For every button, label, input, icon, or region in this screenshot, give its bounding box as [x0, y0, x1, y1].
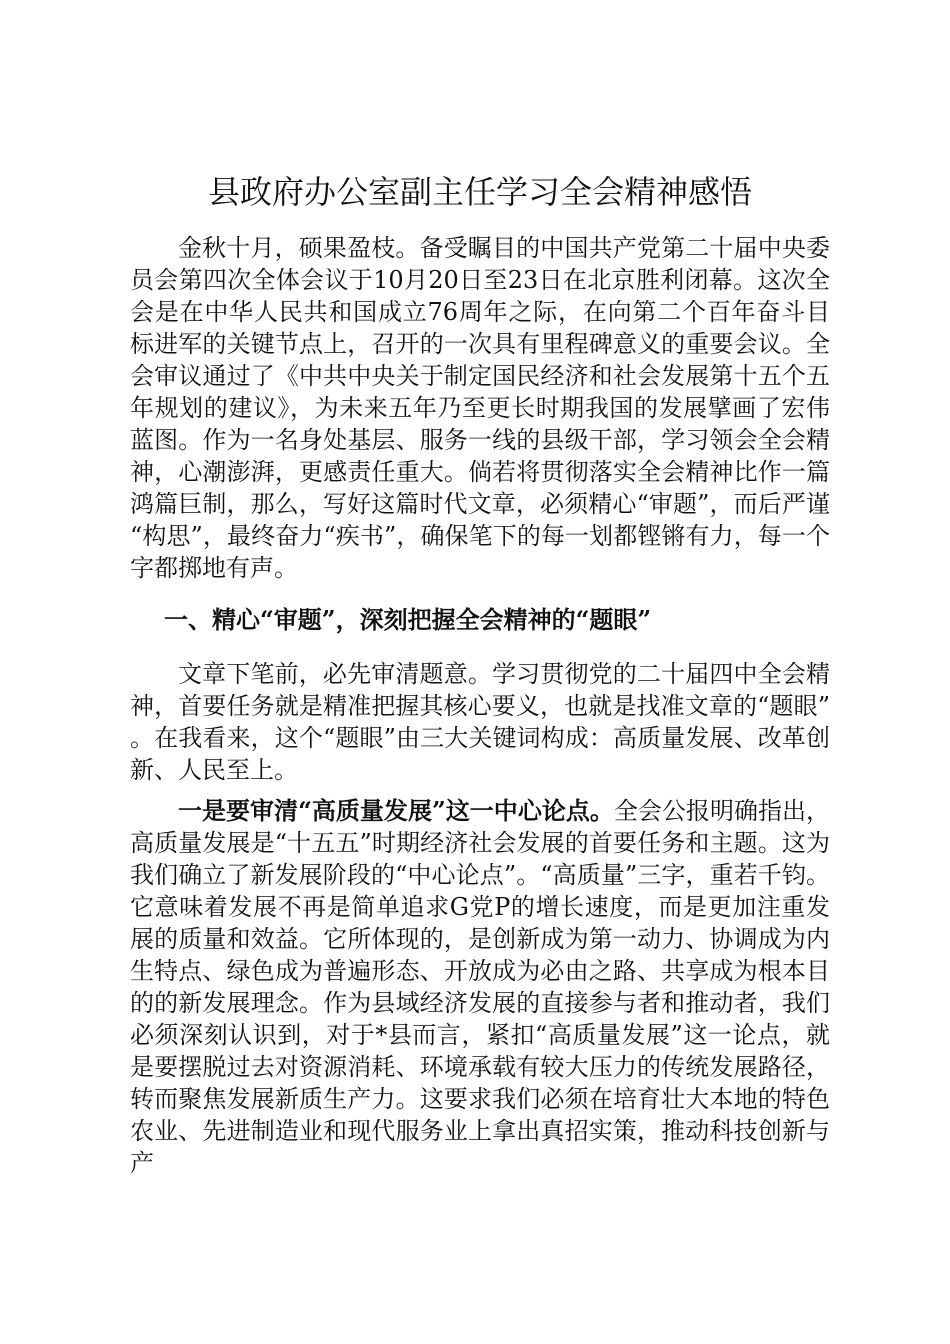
intro-paragraph: 金秋十月，硕果盈枝。备受瞩目的中国共产党第二十届中央委员会第四次全体会议于10月20日至23日在北京胜利闭幕。这次全会是在中华人民共和国成立76周年之际，在向第二个百年奋斗目标进军的关键节点上，召开的一次具有里程碑意义的重要会议。全会审议通过了《中共中央关于制定国民经济和社会发展第十五个五年规划的建议》，为未来五年乃至更长时期我国的发展擘画了宏伟蓝图。作为一名身处基层、服务一线的县级干部，学习领会全会精神，心潮澎湃，更感责任重大。倘若将贯彻落实全会精神比作一篇鸿篇巨制，那么，写好这篇时代文章，必须精心“审题”，而后严谨“构思”，最终奋力“疾书”，确保笔下的每一划都铿锵有力，每一个字都掷地有声。 — [130, 234, 830, 582]
section1-paragraph-2 — [130, 795, 830, 1179]
paragraph-lead-sentence: 一是要审清“高质量发展”这一中心论点。 — [178, 796, 614, 825]
section-heading-1: 一、精心“审题”，深刻把握全会精神的“题眼” — [164, 605, 652, 634]
section1-paragraph-1: 文章下笔前，必先审清题意。学习贯彻党的二十届四中全会精神，首要任务就是精准把握其核心要义，也就是找准文章的“题眼”。在我看来，这个“题眼”由三大关键词构成：高质量发展、改革创新、人民至上。 — [130, 660, 830, 784]
paragraph-body-text: 全会公报明确指出，高质量发展是“十五五”时期经济社会发展的首要任务和主题。这为我们确立了新发展阶段的“中心论点”。“高质量”三字，重若千钧。它意味着发展不再是简单追求G党P的增长速度，而是更加注重发展的质量和效益。它所体现的，是创新成为第一动力、协调成为内生特点、绿色成为普遍形态、开放成为必由之路、共享成为根本目的的新发展理念。作为县域经济发展的直接参与者和推动者，我们必须深刻认识到，对于*县而言，紧扣“高质量发展”这一论点，就是要摆脱过去对资源消耗、环境承载有较大压力的传统发展路径，转而聚焦发展新质生产力。这要求我们必须在培育壮大本地的特色农业、先进制造业和现代服务业上拿出真招实策，推动科技创新与产 — [130, 797, 831, 1177]
document-title: 县政府办公室副主任学习全会精神感悟 — [207, 173, 752, 211]
